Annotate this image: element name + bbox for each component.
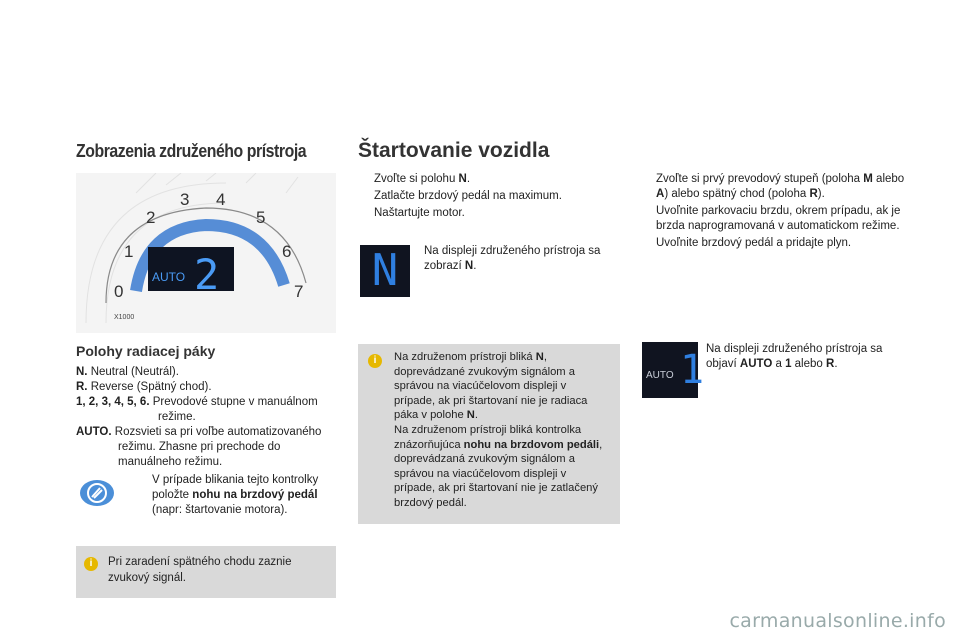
gear-positions-subtitle: Polohy radiacej páky [76,343,216,359]
section-title-starting: Štartovanie vozidla [358,139,550,162]
gear-item: N. Neutral (Neutrál). [76,366,179,378]
step-item: Uvoľnite parkovaciu brzdu, okrem prípadu, ak je brzda naprogramovaná v automatickom režime. [656,205,901,232]
info-box [358,344,620,524]
brake-pedal-warning-icon [78,478,116,508]
reverse-note-text: Pri zaradení spätného chodu zaznie zvukový signál. [108,556,292,584]
dial-gear-digit: 2 [194,250,220,299]
gear-item: 1, 2, 3, 4, 5, 6. Prevodové stupne v manuálnom režime. [76,396,318,423]
info-box-text: Na združenom prístroji bliká N, doprevádzané zvukovým signálom a správou na viacúčelovom displeji v prípade, ak pri štartovaní nie je radiaca páka v polohe N. Na združenom prístroji bliká kontrolka znázorňujúca nohu na brzdovom pedáli, doprevádzaná zvukovým signálom a správou na viacúčelovom displeji v prípade, ak pri štartovaní nie je zatlačený brzdový pedál. [394,351,603,509]
dial-number-6: 6 [282,242,292,261]
dial-number-7: 7 [294,282,304,301]
drive-steps [640,172,910,251]
section-title-display: Zobrazenia združeného prístroja [76,141,307,161]
step-item: Naštartujte motor. [374,207,465,219]
watermark: carmanualsonline.info [729,610,946,632]
gear-positions-list [76,365,338,470]
step-item: Uvoľnite brzdový pedál a pridajte plyn. [656,237,852,249]
display-n-image: N [360,245,410,297]
display-auto-image: AUTO 1 [642,342,698,398]
display-auto-text: Na displeji združeného prístroja sa objaví AUTO a 1 alebo R. [706,343,883,370]
dial-number-2: 2 [146,208,156,227]
dial-number-0: 0 [114,282,124,301]
gear-item: R. Reverse (Spätný chod). [76,381,212,393]
reverse-note-box [76,546,336,598]
dial-number-3: 3 [180,190,190,209]
step-item: Zvoľte si prvý prevodový stupeň (poloha M alebo A) alebo spätný chod (poloha R). [656,173,905,200]
info-icon: i [84,557,98,571]
info-icon: i [368,354,382,368]
step-item: Zvoľte si polohu N. [374,173,471,185]
start-steps [358,172,620,221]
dial-number-5: 5 [256,208,266,227]
warning-note: V prípade blikania tejto kontrolky položte nohu na brzdový pedál (napr: štartovanie motora). [152,474,319,516]
dial-mode-label: AUTO [152,270,186,284]
dial-number-4: 4 [216,190,226,209]
instrument-cluster-image [76,173,336,333]
dial-model-label: X1000 [114,314,135,321]
step-item: Zatlačte brzdový pedál na maximum. [374,190,562,202]
display-n-text: Na displeji združeného prístroja sa zobrazí N. [424,245,601,272]
dial-number-1: 1 [124,242,134,261]
gear-item: AUTO. Rozsvieti sa pri voľbe automatizovaného režimu. Zhasne pri prechode do manuálneho režimu. [76,426,322,468]
